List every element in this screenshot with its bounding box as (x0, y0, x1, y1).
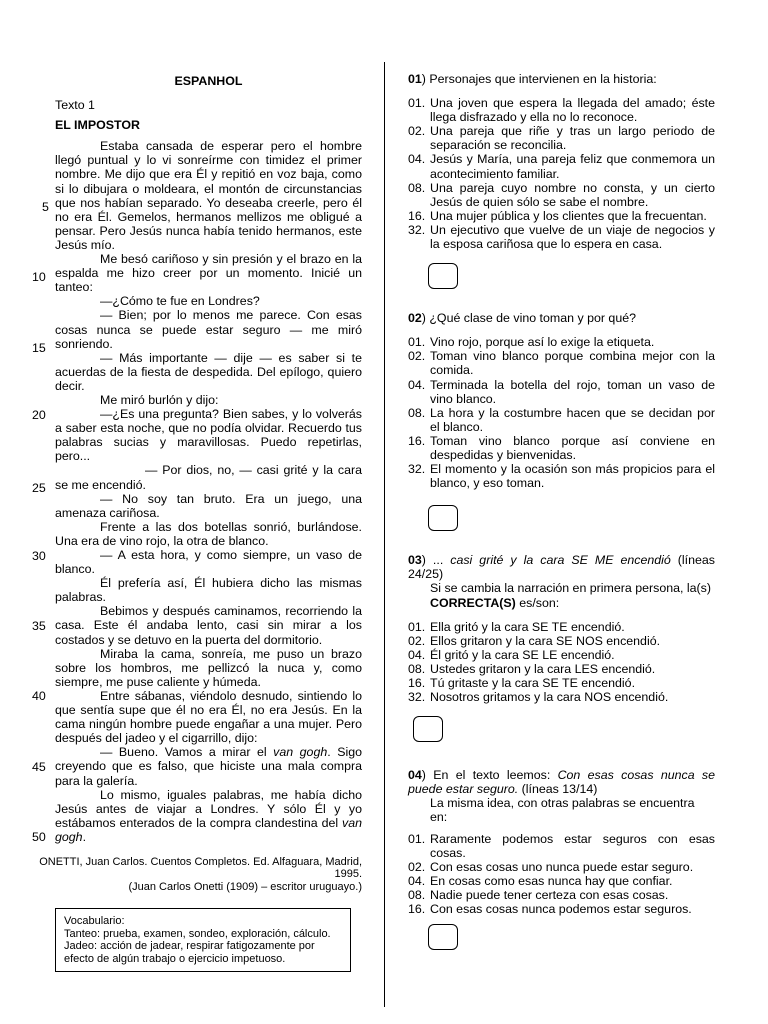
option-key: 16. (408, 676, 426, 690)
question-header (408, 72, 715, 86)
italic-text: van gogh (55, 815, 362, 844)
answer-box[interactable] (428, 924, 458, 950)
option-text: Ustedes gritaron y la cara LES encendió. (430, 661, 656, 676)
text-run: . (82, 829, 87, 844)
option-key: 02. (408, 859, 426, 874)
text-run: Lo mismo, iguales palabras, me había dicho Jesús antes de viajar a Londres. Y sólo Él y yo estábamos enterados de la compra clandestina del (55, 787, 362, 830)
option-key: 04. (408, 873, 426, 888)
question-header (408, 768, 715, 796)
story-paragraph: Me miró burlón y dijo: (100, 392, 219, 407)
line-number: 50 (32, 830, 46, 844)
question-number: 03 (408, 553, 422, 568)
line-number: 35 (32, 619, 46, 633)
option-text: Una joven que espera la llegada del amado; éste llega disfrazado y ella no lo reconoce. (430, 96, 715, 125)
option-text: Terminada la botella del rojo, toman un vaso de vino blanco. (430, 377, 715, 406)
option-key: 08. (408, 887, 426, 902)
column-divider (384, 62, 385, 1007)
option-text: Ellos gritaron y la cara SE NOS encendió. (430, 633, 661, 648)
option-key: 32. (408, 690, 426, 705)
option (408, 690, 715, 704)
answer-box[interactable] (413, 716, 443, 742)
option-text: Vino rojo, porque así lo exige la etiqueta. (430, 335, 655, 350)
source-line: (Juan Carlos Onetti (1909) – escritor uruguayo.) (128, 880, 362, 893)
option-key: 08. (408, 661, 426, 676)
line-number: 25 (32, 481, 46, 495)
story-paragraph: — Bien; por lo menos me parece. Con esas cosas nunca se puede estar seguro — me miró sonriendo. (55, 308, 362, 351)
option (408, 96, 715, 124)
answer-box[interactable] (428, 263, 458, 289)
option-text: El momento y la ocasión son más propicios para el blanco, y eso toman. (430, 462, 715, 491)
story-paragraph: Entre sábanas, viéndolo desnudo, sintiendo lo que sentía supe que él no era Él, no era Jesús. En la cama ningún hombre puede engañar a una mujer. Pero después del jadeo y el cigarrillo, dijo: (55, 688, 362, 746)
question-quote: casi grité y la cara SE ME encendió (450, 553, 671, 568)
option-key: 32. (408, 462, 426, 477)
story-paragraph: —¿Cómo te fue en Londres? (100, 294, 260, 309)
story-paragraph: — Más importante — dije — es saber si te acuerdas de la fiesta de despedida. Del epílogo, quiero decir. (55, 350, 362, 393)
option-text: Nadie puede tener certeza con esas cosas. (430, 887, 669, 902)
option (408, 406, 715, 434)
stem-emphasis: CORRECTA(S) (430, 595, 516, 610)
option-text: Tú gritaste y la cara SE TE encendió. (430, 676, 636, 690)
story-paragraph: — No soy tan bruto. Era un juego, una amenaza cariñosa. (55, 491, 362, 520)
option-key: 02. (408, 633, 426, 648)
story-paragraph: Estaba cansada de esperar pero el hombre llegó puntual y lo vi sonreírme con timidez el primer nombre. Me dijo que era Él y repitió en voz baja, como si lo dibujara o moldeara, el montón de circunstancias que nos habían separado. Yo deseaba creerle, pero él no era Él. Gemelos, hermanos mellizos me obligué a pensar. Pero Jesús nunca había tenido hermanos, este Jesús mío. (55, 139, 362, 252)
question-text: ) ¿Qué clase de vino toman y por qué? (421, 311, 636, 326)
option-text: Con esas cosas nunca podemos estar seguros. (430, 902, 692, 917)
option (408, 832, 715, 860)
line-number: 10 (32, 270, 46, 284)
option-key: 01. (408, 335, 426, 350)
option-text: La hora y la costumbre hacen que se decidan por el blanco. (430, 405, 715, 434)
question-text: (líneas 13/14) (518, 782, 598, 797)
source-line: ONETTI, Juan Carlos. Cuentos Completos. Ed. Alfaguara, Madrid, 1995. (39, 855, 362, 881)
subject-heading: ESPANHOL (174, 74, 243, 88)
question-stem (430, 581, 715, 609)
answer-box[interactable] (428, 505, 458, 531)
option-key: 16. (408, 433, 426, 448)
option (408, 874, 715, 888)
line-number: 15 (32, 341, 46, 355)
option-key: 16. (408, 208, 426, 223)
question-number: 01 (408, 72, 422, 86)
option-key: 02. (408, 124, 426, 139)
text-run: . Sigo creyendo que es falso, que hiciste una mala compra para la galería. (55, 745, 362, 788)
option (408, 335, 715, 349)
question-header (408, 311, 715, 325)
option (408, 620, 715, 634)
story-paragraph: Bebimos y después caminamos, recorriendo la casa. Este él andaba lento, casi sin mirar a los costados y se detuvo en la puerta del dormitorio. (55, 604, 362, 647)
option-text: Nosotros gritamos y la cara NOS encendió. (430, 690, 669, 705)
option (408, 648, 715, 662)
story-paragraph: Él prefería así, Él hubiera dicho las mismas palabras. (55, 576, 362, 605)
vocab-entry: Tanteo: prueba, examen, sondeo, exploración, cálculo. (64, 927, 331, 940)
question-header-text (408, 553, 715, 581)
option-key: 02. (408, 349, 426, 364)
option-key: 32. (408, 222, 426, 237)
stem-text: es/son: (515, 595, 560, 610)
story-paragraph: — A esta hora, y como siempre, un vaso de blanco. (55, 548, 362, 577)
vocab-entry: Jadeo: acción de jadear, respirar fatigozamente por efecto de algún trabajo o ejercicio impetuoso. (64, 940, 315, 965)
option-text: Toman vino blanco porque combina mejor con la comida. (430, 349, 715, 378)
option-key: 01. (408, 619, 426, 634)
story-paragraph: — Por dios, no, — casi grité y la cara se me encendió. (55, 463, 362, 492)
option (408, 462, 715, 490)
option-key: 04. (408, 647, 426, 662)
story-paragraph: Miraba la cama, sonreía, me puso un brazo sobre los hombros, me pellizcó la nuca y, como siempre, me puse caliente y húmeda. (55, 646, 362, 689)
option-key: 04. (408, 377, 426, 392)
story-title: EL IMPOSTOR (55, 118, 140, 133)
option-text: Raramente podemos estar seguros con esas cosas. (430, 831, 715, 860)
question-text: ) En el texto leemos: (421, 768, 558, 783)
source-citation (33, 856, 362, 894)
option-key: 01. (408, 831, 426, 846)
story-paragraph: Frente a las dos botellas sonrió, burlándose. Una era de vino rojo, la otra de blanco. (55, 519, 362, 548)
option (408, 676, 715, 690)
option (408, 888, 715, 902)
question-number: 02 (408, 311, 422, 326)
story-paragraph: Me besó cariñoso y sin presión y el brazo en la espalda me hizo creer por un momento. Inicié un tanteo: (55, 252, 362, 295)
option (408, 902, 715, 916)
line-number: 40 (32, 689, 46, 703)
italic-text: van gogh (273, 745, 328, 760)
question-2 (408, 311, 715, 531)
question-text: ) Personajes que intervienen en la historia: (421, 72, 657, 86)
option (408, 349, 715, 377)
option (408, 662, 715, 676)
option (408, 181, 715, 209)
story-paragraph: —¿Es una pregunta? Bien sabes, y lo volverás a saber esta noche, que no podía olvidar. Recuerdo tus palabras sucias y maravillosas. Puedo repetirlas, pero... (55, 407, 362, 464)
option-key: 08. (408, 180, 426, 195)
option-text: Toman vino blanco porque así conviene en despedidas y bienvenidas. (430, 433, 715, 462)
question-text: (líneas 24/25) (408, 553, 715, 582)
option-text: En cosas como esas nunca hay que confiar. (430, 873, 673, 888)
right-column (408, 72, 715, 950)
question-1 (408, 72, 715, 289)
story-text (55, 139, 362, 844)
question-header-text (408, 768, 715, 796)
option-text: Con esas cosas uno nunca puede estar seguro. (430, 859, 694, 874)
option-text: Jesús y María, una pareja feliz que conmemora un acontecimiento familiar. (430, 152, 715, 181)
question-header (408, 553, 715, 581)
story-paragraph (55, 788, 362, 844)
question-3 (408, 553, 715, 742)
option (408, 634, 715, 648)
vocab-title: Vocabulario: (64, 915, 125, 928)
option (408, 434, 715, 462)
option (408, 223, 715, 251)
stem-text: Si se cambia la narración en primera persona, la(s) (430, 581, 711, 596)
line-number: 20 (32, 408, 46, 422)
option (408, 152, 715, 180)
vocabulary-box (55, 908, 351, 972)
option (408, 860, 715, 874)
line-number: 45 (32, 760, 46, 774)
option-key: 08. (408, 405, 426, 420)
story-paragraph (55, 745, 362, 787)
question-number: 04 (408, 768, 422, 783)
option-text: Una pareja que riñe y tras un largo periodo de separación se reconcilia. (430, 124, 715, 153)
option-text: Una pareja cuyo nombre no consta, y un cierto Jesús de quien sólo se sabe el nombre. (430, 180, 715, 209)
option (408, 209, 715, 223)
question-text: ) ... (421, 553, 451, 568)
option-text: Una mujer pública y los clientes que la frecuentan. (430, 208, 707, 223)
question-quote: Con esas cosas nunca se puede estar seguro. (408, 768, 716, 797)
line-number: 5 (42, 200, 49, 214)
option-text: Ella gritó y la cara SE TE encendió. (430, 619, 625, 634)
option-text: Un ejecutivo que vuelve de un viaje de negocios y la esposa cariñosa que lo espera en casa. (430, 222, 715, 252)
option (408, 124, 715, 152)
option-text: Él gritó y la cara SE LE encendió. (430, 647, 615, 662)
option-key: 01. (408, 96, 426, 111)
option (408, 378, 715, 406)
question-4 (408, 768, 715, 950)
texto-label: Texto 1 (55, 98, 95, 113)
option-key: 16. (408, 902, 426, 917)
option-key: 04. (408, 152, 426, 167)
line-number: 30 (32, 549, 46, 563)
text-run: — Bueno. Vamos a mirar el (100, 745, 274, 760)
question-stem: La misma idea, con otras palabras se encuentra en: (430, 796, 695, 825)
